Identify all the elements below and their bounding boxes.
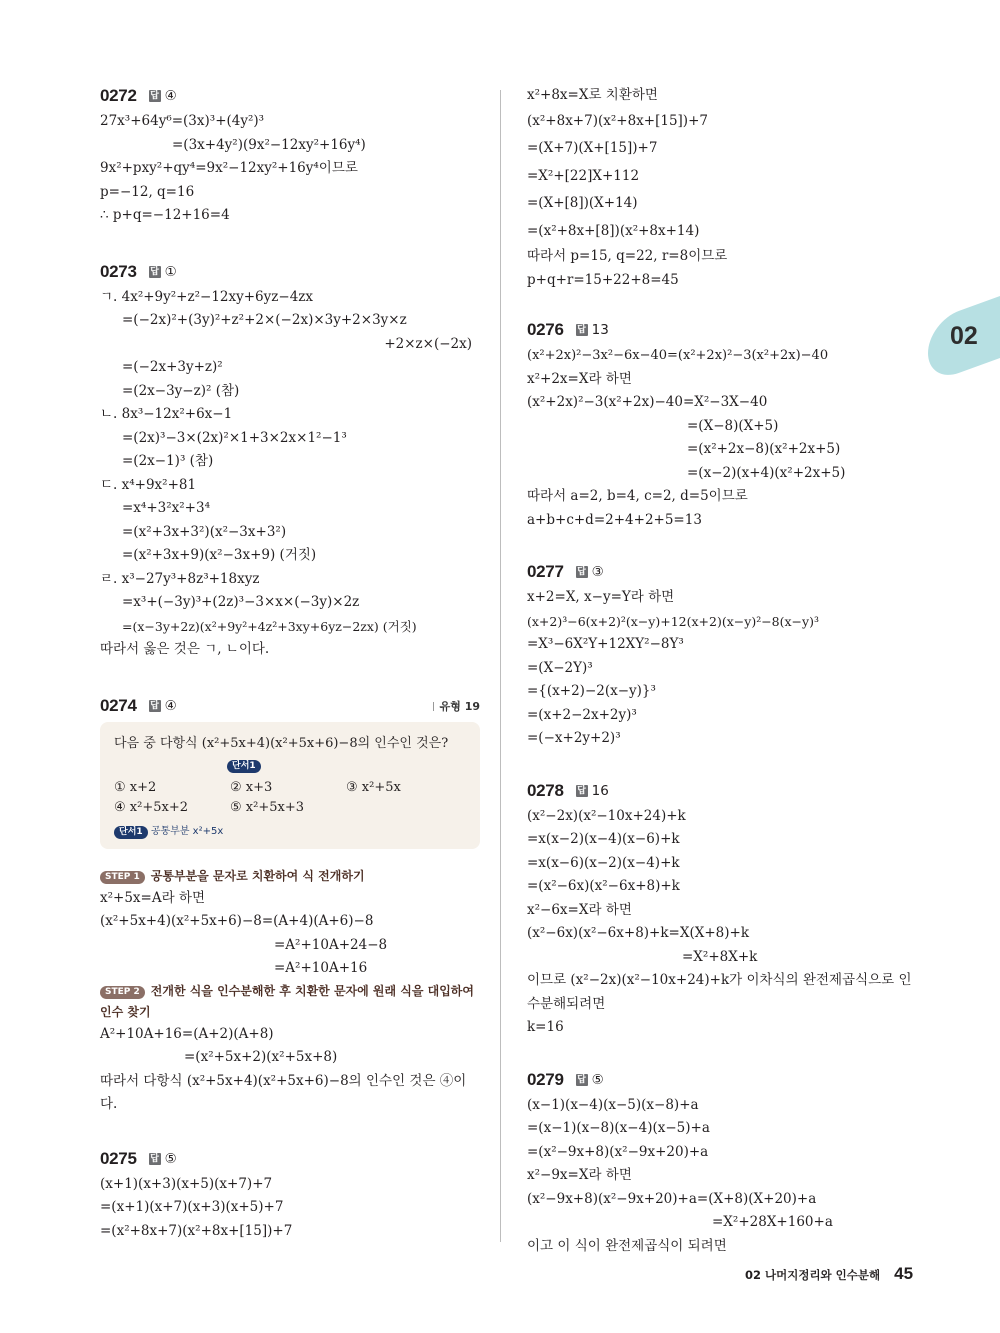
answer-icon: 답 [577, 567, 586, 577]
answer-value: ④ [164, 697, 177, 714]
problem-number: 0275 [100, 1148, 137, 1168]
page-footer [745, 1264, 913, 1284]
problem-0278 [527, 779, 917, 1040]
choice-list [114, 778, 466, 818]
problem-0274 [100, 694, 480, 1117]
step2-heading [100, 981, 480, 1023]
problem-0277 [527, 560, 917, 751]
solution-line: 따라서 a=2, b=4, c=2, d=5이므로 [527, 488, 748, 504]
solution-line: =(−2x)²+(3y)²+z²+2×(−2x)×3y+2×3y×z [122, 312, 407, 328]
solution-line: =X²+8X+k [682, 948, 758, 965]
choice-2: ② x+3 [230, 779, 273, 795]
solution-line: =(x²+5x+2)(x²+5x+8) [184, 1049, 338, 1065]
solution-line: =A²+10A+16 [274, 960, 368, 976]
right-column [527, 84, 917, 1284]
solution-line: x²−9x=X라 하면 [527, 1167, 632, 1183]
hint-badge: 단서1 [114, 826, 148, 839]
solution-line: =(X−2Y)³ [527, 659, 593, 676]
solution-line: =(x²+2x−8)(x²+2x+5) [687, 441, 841, 457]
step-badge: STEP 2 [100, 986, 145, 999]
solution-line: =x⁴+3²x²+3⁴ [122, 500, 210, 516]
solution-line: =(x−3y+2z)(x²+9y²+4z²+3xy+6yz−2zx) (거짓) [122, 618, 417, 634]
solution-line: =(X+7)(X+[15])+7 [527, 140, 658, 156]
solution-line: ㄱ. 4x²+9y²+z²−12xy+6yz−4zx [100, 288, 314, 305]
answer-value: 13 [591, 322, 609, 338]
answer-value: ③ [591, 564, 604, 580]
problem-number: 0272 [100, 86, 137, 105]
column-divider [500, 90, 501, 1242]
answer-value: ⑤ [164, 1150, 177, 1167]
solution-line: =X³−6X²Y+12XY²−8Y³ [527, 636, 684, 652]
solution-line: (x²+8x+7)(x²+8x+[15])+7 [527, 112, 708, 129]
step1-heading [100, 865, 480, 887]
solution-line: (x−1)(x−4)(x−5)(x−8)+a [527, 1096, 699, 1113]
solution-line: x²+8x=X로 치환하면 [527, 87, 658, 103]
solution-line: =X²+28X+160+a [712, 1214, 833, 1230]
solution-line: 따라서 옳은 것은 ㄱ, ㄴ이다. [100, 641, 270, 657]
solution-line: x²+5x=A라 하면 [100, 889, 206, 906]
answer-icon: 답 [150, 700, 159, 711]
solution-line: 27x³+64y⁶=(3x)³+(4y²)³ [100, 113, 265, 129]
chapter-number: 02 [950, 322, 978, 350]
problem-number: 0279 [527, 1069, 564, 1089]
answer-icon: 답 [150, 1153, 159, 1164]
answer-value: ⑤ [591, 1071, 604, 1088]
solution-line: ㄷ. x⁴+9x²+81 [100, 476, 197, 493]
solution-line: 9x²+pxy²+qy⁴=9x²−12xy²+16y⁴이므로 [100, 160, 358, 176]
solution-line: =(x²+8x+[8])(x²+8x+14) [527, 222, 700, 239]
answer-value: 16 [591, 782, 609, 799]
solution-line: (x²−9x+8)(x²−9x+20)+a=(X+8)(X+20)+a [527, 1190, 817, 1207]
solution-line: =(X−8)(X+5) [687, 417, 779, 434]
solution-line: =(x²−6x)(x²−6x+8)+k [527, 878, 680, 894]
solution-line: x²−6x=X라 하면 [527, 901, 632, 918]
solution-line: A²+10A+16=(A+2)(A+8) [100, 1025, 274, 1042]
choice-1: ① x+2 [114, 779, 157, 795]
solution-line: 이고 이 식이 완전제곱식이 되려면 [527, 1237, 727, 1254]
solution-line: =(2x−1)³ (참) [122, 453, 214, 469]
step-badge: STEP 1 [100, 871, 145, 884]
type-tag: 유형 19 [433, 698, 480, 714]
solution-line: ㄹ. x³−27y³+8z³+18xyz [100, 570, 260, 587]
problem-number: 0273 [100, 261, 137, 281]
problem-0272 [100, 84, 480, 228]
solution-line: =x(x−6)(x−2)(x−4)+k [527, 854, 680, 871]
solution-line: =(2x)³−3×(2x)²×1+3×2x×1²−1³ [122, 429, 347, 446]
hint-row [114, 822, 466, 839]
problem-0275 [100, 1147, 480, 1244]
question-text: 다음 중 다항식 (x²+5x+4)(x²+5x+6)−8의 인수인 것은? [114, 735, 449, 751]
solution-line: =x³+(−3y)³+(2z)³−3×x×(−3y)×2z [122, 594, 360, 610]
solution-line: =(x−2)(x+4)(x²+2x+5) [687, 464, 846, 481]
solution-line: =(−x+2y+2)³ [527, 730, 621, 746]
answer-icon: 답 [577, 785, 586, 796]
solution-line: p+q+r=15+22+8=45 [527, 271, 679, 288]
solution-line: =(3x+4y²)(9x²−12xy²+16y⁴) [172, 136, 366, 153]
solution-line: p=−12, q=16 [100, 183, 195, 200]
answer-value: ④ [164, 88, 177, 104]
problem-number: 0278 [527, 780, 564, 800]
solution-line: =(x+1)(x+7)(x+3)(x+5)+7 [100, 1199, 284, 1215]
answer-icon: 답 [150, 91, 159, 101]
solution-line: (x²+5x+4)(x²+5x+6)−8=(A+4)(A+6)−8 [100, 913, 374, 929]
solution-line: =(x²−9x+8)(x²−9x+20)+a [527, 1143, 709, 1160]
answer-icon: 답 [577, 1074, 586, 1085]
solution-line: =(X+[8])(X+14) [527, 195, 638, 211]
chapter-title: 02 나머지정리와 인수분해 [745, 1268, 881, 1282]
problem-0275-continued [527, 84, 917, 292]
problem-number: 0277 [527, 562, 564, 581]
solution-line: x+2=X, x−y=Y라 하면 [527, 589, 675, 605]
page-number: 45 [894, 1264, 914, 1283]
solution-line: 이므로 (x²−2x)(x²−10x+24)+k가 이차식의 완전제곱식으로 인수분해되려면 [527, 972, 912, 1012]
solution-line: =X²+[22]X+112 [527, 167, 640, 184]
problem-0276 [527, 318, 917, 532]
problem-number: 0274 [100, 695, 137, 715]
solution-line: (x²−2x)(x²−10x+24)+k [527, 807, 686, 824]
solution-line: (x²+2x)²−3(x²+2x)−40=X²−3X−40 [527, 394, 768, 410]
solution-line: =(x+2−2x+2y)³ [527, 706, 637, 723]
hint-text: 공통부분 x²+5x [150, 825, 224, 837]
solution-line: x²+2x=X라 하면 [527, 370, 632, 387]
choice-4: ④ x²+5x+2 [114, 799, 188, 815]
solution-line: 따라서 p=15, q=22, r=8이므로 [527, 248, 728, 264]
choice-5: ⑤ x²+5x+3 [230, 799, 304, 815]
solution-line: ∴ p+q=−12+16=4 [100, 207, 230, 223]
solution-line: =(x²+8x+7)(x²+8x+[15])+7 [100, 1222, 293, 1239]
hint-badge: 단서1 [227, 760, 261, 773]
answer-icon: 답 [150, 266, 159, 277]
solution-line: a+b+c+d=2+4+2+5=13 [527, 511, 702, 528]
solution-line: ㄴ. 8x³−12x²+6x−1 [100, 406, 233, 422]
solution-line: =(x−1)(x−8)(x−4)(x−5)+a [527, 1120, 710, 1136]
answer-value: ① [164, 263, 177, 280]
problem-number: 0276 [527, 320, 564, 339]
solution-line: =A²+10A+24−8 [274, 936, 388, 953]
solution-line: (x+1)(x+3)(x+5)(x+7)+7 [100, 1175, 273, 1192]
solution-line: (x+2)³−6(x+2)²(x−y)+12(x+2)(x−y)²−8(x−y)³ [527, 613, 819, 629]
solution-line: (x²−6x)(x²−6x+8)+k=X(X+8)+k [527, 925, 749, 941]
solution-line: =(x²+3x+3²)(x²−3x+3²) [122, 523, 287, 540]
left-column [100, 84, 480, 1269]
step-title: 공통부분을 문자로 치환하여 식 전개하기 [150, 868, 365, 883]
problem-0279 [527, 1068, 917, 1259]
solution-line: =(x²+3x+9)(x²−3x+9) (거짓) [122, 547, 317, 563]
solution-line: =(−2x+3y+z)² [122, 359, 223, 375]
solution-line: =(2x−3y−z)² (참) [122, 382, 240, 399]
solution-line: +2×z×(−2x) [384, 335, 472, 352]
problem-0273 [100, 260, 480, 662]
solution-line: 따라서 다항식 (x²+5x+4)(x²+5x+6)−8의 인수인 것은 ④이다. [100, 1072, 467, 1112]
solution-line: ={(x+2)−2(x−y)}³ [527, 683, 656, 699]
choice-3: ③ x²+5x [346, 779, 401, 795]
question-box [100, 722, 480, 849]
step-title: 전개한 식을 인수분해한 후 치환한 문자에 원래 식을 대입하여 인수 찾기 [100, 983, 474, 1019]
solution-line: (x²+2x)²−3x²−6x−40=(x²+2x)²−3(x²+2x)−40 [527, 348, 829, 363]
solution-line: k=16 [527, 1019, 564, 1035]
answer-icon: 답 [577, 325, 586, 335]
solution-line: =x(x−2)(x−4)(x−6)+k [527, 831, 680, 847]
